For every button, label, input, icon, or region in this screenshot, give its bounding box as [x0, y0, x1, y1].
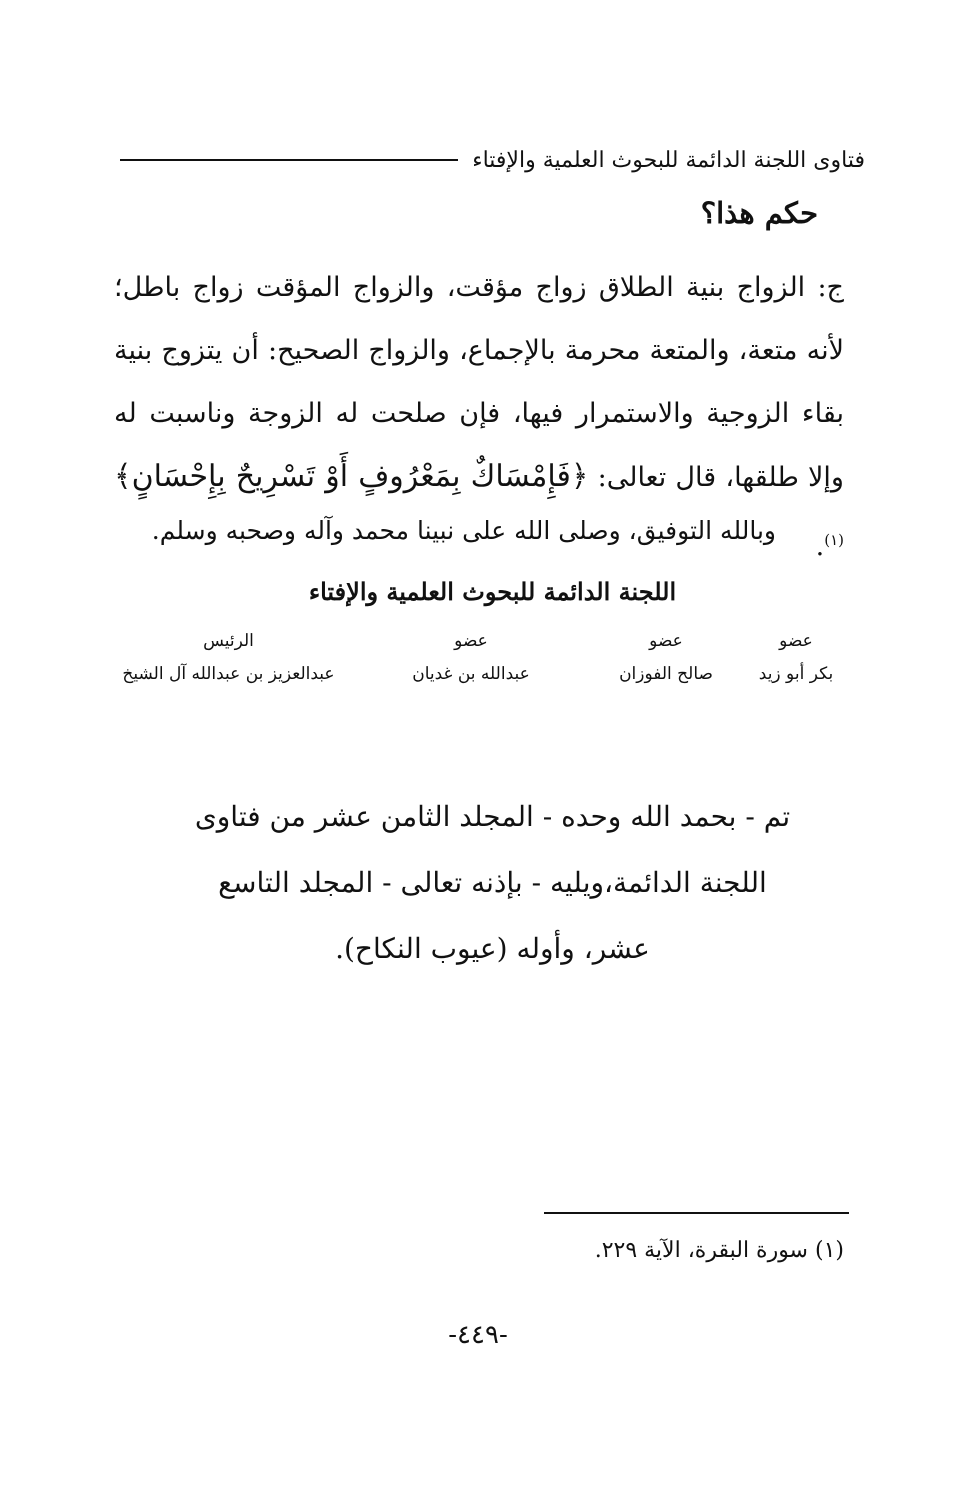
signatory-name: عبدالله بن غديان [412, 664, 530, 684]
signatory-role: عضو [779, 631, 813, 651]
running-header-rule [120, 159, 458, 161]
end-note-line: اللجنة الدائمة،ويليه - بإذنه تعالى - المجلد التاسع [218, 866, 767, 899]
footnote-reference: (١) [824, 531, 844, 549]
end-note-line: عشر، وأوله (عيوب النكاح). [335, 932, 650, 965]
committee-title: اللجنة الدائمة للبحوث العلمية والإفتاء [308, 577, 677, 606]
signatory [366, 624, 576, 684]
answer-text: ج: الزواج بنية الطلاق زواج مؤقت، والزواج المؤقت زواج باطل؛ لأنه متعة، والمتعة محرمة بالإجماع، والزواج الصحيح: أن يتزوج بنية بقاء الزوجية والاستمرار فيها، فإن صلحت له الزوجة وناسبت له وإلا طلقها، قال تعالى: [114, 272, 844, 493]
question-tail: حكم هذا؟ [700, 196, 818, 230]
signatory-name: بكر أبو زيد [758, 664, 834, 684]
footnote-separator [544, 1212, 849, 1214]
running-header [120, 140, 865, 180]
signatory-name: صالح الفوزان [619, 664, 713, 684]
running-header-title: فتاوى اللجنة الدائمة للبحوث العلمية والإفتاء [472, 147, 865, 173]
signatory [111, 624, 346, 684]
quran-verse: ﴿فَإِمْسَاكٌ بِمَعْرُوفٍ أَوْ تَسْرِيحٌ بِإِحْسَانٍ﴾ [114, 459, 589, 494]
answer-end-mark: . [815, 531, 825, 562]
signatures-block [111, 624, 846, 714]
page-number: -٤٤٩- [448, 1320, 508, 1350]
footnote: (١) سورة البقرة، الآية ٢٢٩. [594, 1238, 844, 1263]
signatory-role: عضو [454, 631, 488, 651]
closing-formula: وبالله التوفيق، وصلى الله على نبينا محمد وآله وصحبه وسلم. [151, 516, 776, 545]
signatory [746, 624, 846, 684]
signatory-name: عبدالعزيز بن عبدالله آل الشيخ [122, 664, 335, 684]
signatory-role: الرئيس [203, 631, 254, 651]
signatory-role: عضو [649, 631, 683, 651]
signatory [596, 624, 736, 684]
volume-end-note [120, 784, 865, 982]
end-note-line: تم - بحمد الله وحده - المجلد الثامن عشر من فتاوى [194, 800, 791, 833]
